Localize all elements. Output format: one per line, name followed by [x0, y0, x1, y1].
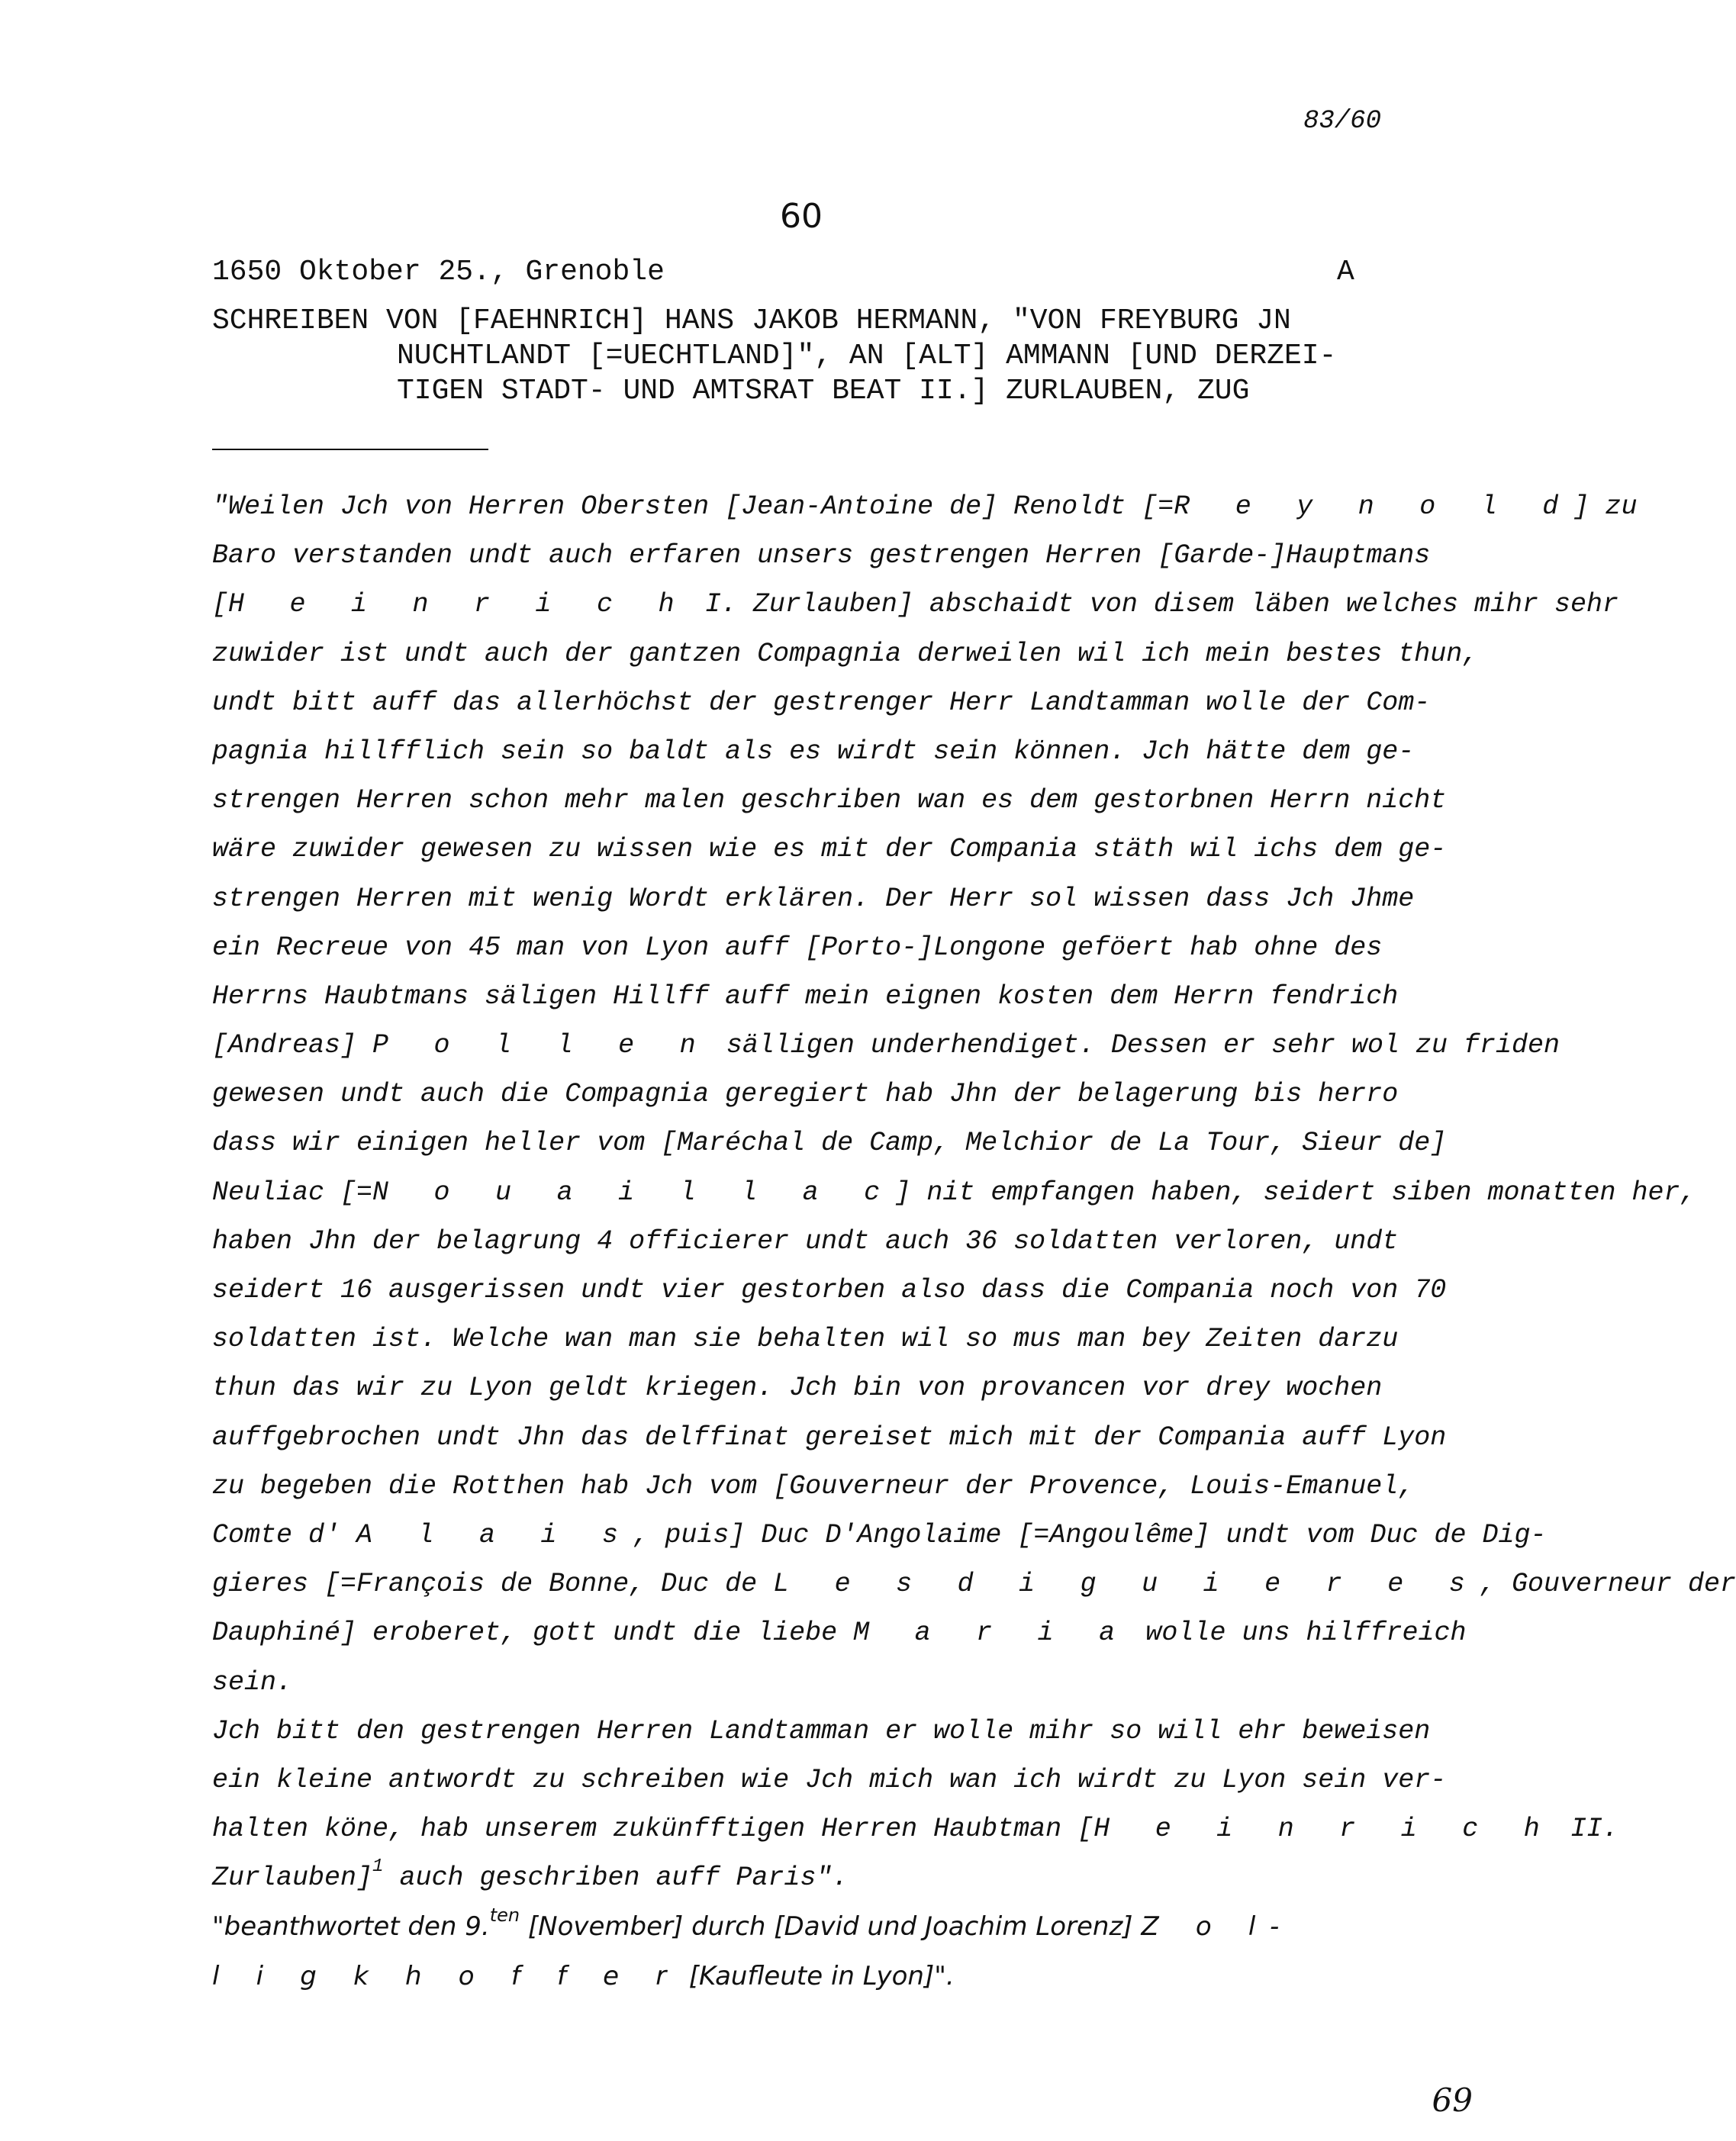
- separator-rule: [212, 449, 488, 450]
- text-line: zuwider ist undt auch der gantzen Compagnia derweilen wil ich mein bestes thun,: [212, 638, 1479, 669]
- text-line: Zurlauben]$^1$ auch geschriben auff Paris".: [212, 1856, 849, 1894]
- date-place: 1650 Oktober 25., Grenoble: [212, 256, 665, 288]
- text-line: sein.: [212, 1666, 293, 1698]
- text-line: strengen Herren mit wenig Wordt erklären. Der Herr sol wissen dass Jch Jhme: [212, 883, 1415, 914]
- text-line: strengen Herren schon mehr malen geschriben wan es dem gestorbnen Herrn nicht: [212, 785, 1447, 816]
- text-line: dass wir einigen heller vom [Maréchal de Camp, Melchior de La Tour, Sieur de]: [212, 1128, 1447, 1159]
- document-summary: [212, 304, 1403, 409]
- footnote-marker: 1: [372, 1856, 384, 1877]
- reply-note-line: l i g k h o f f e r [Kaufleute in Lyon]".: [212, 1960, 955, 1991]
- text-line: Neuliac [=N o u a i l l a c] nit empfangen haben, seidert siben monatten her,: [212, 1177, 1696, 1208]
- text-line: seidert 16 ausgerissen undt vier gestorben also dass die Compania noch von 70: [212, 1275, 1447, 1306]
- text-line: Baro verstanden undt auch erfaren unsers gestrengen Herren [Garde-]Hauptmans: [212, 540, 1431, 571]
- text-line: ein kleine antwordt zu schreiben wie Jch mich wan ich wirdt zu Lyon sein ver-: [212, 1764, 1447, 1795]
- text-line: thun das wir zu Lyon geldt kriegen. Jch bin von provancen vor drey wochen: [212, 1373, 1383, 1404]
- reply-note-line: "beanthwortet den 9.$^{ten}$ [November] durch [David und Joachim Lorenz] Z o l-: [212, 1904, 1293, 1943]
- text-line: "Weilen Jch von Herren Obersten [Jean-Antoine de] Renoldt [=R e y n o l d] zu: [212, 491, 1638, 522]
- text-line: [Andreas] P o l l e n sälligen underhendiget. Dessen er sehr wol zu friden: [212, 1030, 1560, 1061]
- summary-line: TIGEN STADT- UND AMTSRAT BEAT II.] ZURLAUBEN, ZUG: [397, 375, 1250, 407]
- text-line: undt bitt auff das allerhöchst der gestrenger Herr Landtamman wolle der Com-: [212, 687, 1431, 718]
- corner-reference: 83/60: [1303, 107, 1381, 136]
- summary-line: NUCHTLANDT [=UECHTLAND]", AN [ALT] AMMANN [UND DERZEI-: [397, 340, 1337, 372]
- text-line: auffgebrochen undt Jhn das delffinat gereiset mich mit der Compania auff Lyon: [212, 1421, 1447, 1453]
- text-line: halten köne, hab unserem zukünfftigen Herren Haubtman [H e i n r i c h II.: [212, 1814, 1619, 1845]
- classification-letter: A: [1337, 256, 1354, 288]
- text-line: wäre zuwider gewesen zu wissen wie es mit der Compania stäth wil ichs dem ge-: [212, 834, 1447, 865]
- letter-transcription: [212, 482, 1736, 2001]
- text-line: pagnia hillfflich sein so baldt als es wirdt sein können. Jch hätte dem ge-: [212, 736, 1415, 767]
- text-line: Comte d' A l a i s, puis] Duc D'Angolaime [=Angoulême] undt vom Duc de Dig-: [212, 1519, 1547, 1550]
- document-number: 60: [780, 197, 823, 236]
- handwritten-page-mark: 69: [1432, 2081, 1473, 2119]
- text-line: Jch bitt den gestrengen Herren Landtamman er wolle mihr so will ehr beweisen: [212, 1715, 1431, 1747]
- text-line: gewesen undt auch die Compagnia geregiert hab Jhn der belagerung bis herro: [212, 1079, 1399, 1110]
- text-line: ein Recreue von 45 man von Lyon auff [Porto-]Longone geföert hab ohne des: [212, 932, 1383, 963]
- text-line: gieres [=François de Bonne, Duc de L e s d i g u i e r e s, Gouverneur der: [212, 1569, 1736, 1600]
- text-line: Herrns Haubtmans säligen Hillff auff mein eignen kosten dem Herrn fendrich: [212, 980, 1399, 1012]
- text-line: [H e i n r i c h I. Zurlauben] abschaidt von disem läben welches mihr sehr: [212, 589, 1619, 620]
- text-line: zu begeben die Rotthen hab Jch vom [Gouverneur der Provence, Louis-Emanuel,: [212, 1470, 1415, 1502]
- text-line: haben Jhn der belagrung 4 officierer undt auch 36 soldatten verloren, undt: [212, 1225, 1399, 1257]
- text-line: Dauphiné] eroberet, gott undt die liebe M a r i a wolle uns hilffreich: [212, 1618, 1467, 1649]
- text-line: soldatten ist. Welche wan man sie behalten wil so mus man bey Zeiten darzu: [212, 1324, 1399, 1355]
- summary-line: SCHREIBEN VON [FAEHNRICH] HANS JAKOB HERMANN, "VON FREYBURG JN: [212, 304, 1291, 337]
